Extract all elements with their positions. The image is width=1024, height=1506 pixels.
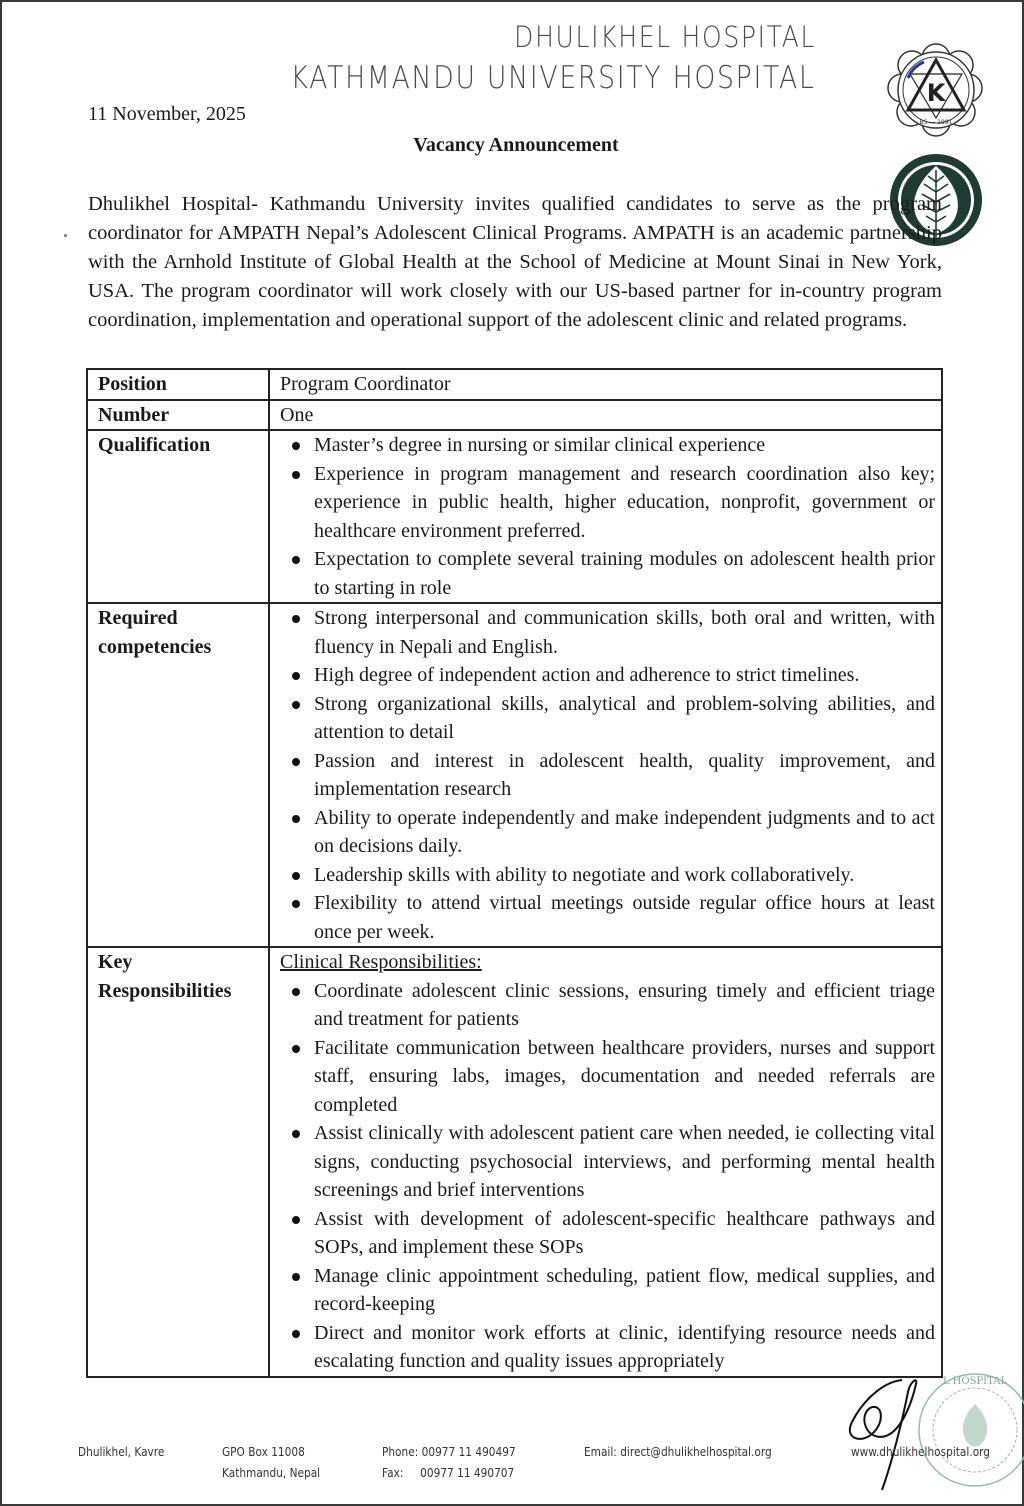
responsibilities-label [87,947,269,1377]
list-item: High degree of independent action and adherence to strict timelines. [314,661,935,690]
letterhead-university-hospital-name: KATHMANDU UNIVERSITY HOSPITAL [290,60,816,96]
announcement-date: 11 November, 2025 [88,103,246,125]
qualification-list [280,431,935,602]
page-title: Vacancy Announcement [413,134,619,156]
table-row-responsibilities [87,947,942,1377]
table-row-position [87,369,942,400]
list-item: Ability to operate independently and make independent judgments and to act on decisions daily. [314,804,935,861]
responsibilities-list [280,977,935,1376]
competencies-list-cell [269,603,942,947]
svg-text:BS — 1991: BS — 1991 [919,119,953,126]
signature-icon [842,1372,952,1492]
responsibilities-label-line1: Key [98,951,133,973]
list-item: Assist with development of adolescent-specific healthcare pathways and SOPs, and implement these SOPs [314,1205,935,1262]
footer-city: Kathmandu, Nepal [222,1466,321,1480]
intro-paragraph: Dhulikhel Hospital- Kathmandu University invites qualified candidates to serve as the program coordinator for AMPATH Nepal’s Adolescent Clinical Programs. AMPATH is an academic partnership with the Arnhold Institute of Global Health at the School of Medicine at Mount Sinai in New York, USA. The program coordinator will work closely with our US-based partner for in-country program coordination, implementation and operational support of the adolescent clinic and related programs. [88,193,942,331]
footer-website-link[interactable]: www.dhulikhelhospital.org [851,1445,991,1459]
list-item: Passion and interest in adolescent health, quality improvement, and implementation research [314,747,935,804]
svg-text:L HOSPITAL: L HOSPITAL [942,1376,1008,1387]
scan-artifact-dot [64,234,67,237]
list-item: Strong organizational skills, analytical and problem-solving abilities, and attention to detail [314,690,935,747]
position-label: Position [87,369,269,400]
table-row-qualification [87,430,942,603]
list-item: Manage clinic appointment scheduling, patient flow, medical supplies, and record-keeping [314,1262,935,1319]
footer-gpo-box: GPO Box 11008 [222,1445,305,1459]
list-item: Leadership skills with ability to negotiate and work collaboratively. [314,861,935,890]
list-item: Direct and monitor work efforts at clinic, identifying resource needs and escalating function and quality issues appropriately [314,1319,935,1376]
list-item: Facilitate communication between healthcare providers, nurses and support staff, ensuring labs, images, documentation and needed referrals are completed [314,1034,935,1120]
svg-text:K: K [926,79,946,107]
list-item: Strong interpersonal and communication skills, both oral and written, with fluency in Nepali and English. [314,604,935,661]
clinical-responsibilities-subheading: Clinical Responsibilities: [280,951,482,973]
list-item: Expectation to complete several training modules on adolescent health prior to starting in role [314,545,935,602]
list-item: Coordinate adolescent clinic sessions, ensuring timely and efficient triage and treatment for patients [314,977,935,1034]
list-item: Flexibility to attend virtual meetings outside regular office hours at least once per week. [314,889,935,946]
qualification-list-cell [269,430,942,603]
responsibilities-list-cell [269,947,942,1377]
table-row-number [87,400,942,431]
footer-address: Dhulikhel, Kavre [78,1445,165,1459]
footer-phone: Phone: 00977 11 490497 [382,1445,516,1459]
list-item: Master’s degree in nursing or similar clinical experience [314,431,935,460]
footer-gpo [222,1442,320,1484]
position-value: Program Coordinator [269,369,942,400]
footer-contact [382,1442,516,1484]
vacancy-details-table [86,368,943,1378]
responsibilities-label-line2: Responsibilities [98,979,232,1002]
footer-fax: Fax: 00977 11 490707 [382,1466,515,1480]
number-label: Number [87,400,269,431]
competencies-label-line1: Required [98,607,178,629]
list-item: Experience in program management and research coordination also key; experience in public health, higher education, nonprofit, government or healthcare environment preferred. [314,460,935,546]
competencies-list [280,604,935,946]
qualification-label: Qualification [87,430,269,603]
competencies-label [87,603,269,947]
kathmandu-university-seal-icon [884,38,988,142]
table-row-competencies [87,603,942,947]
list-item: Assist clinically with adolescent patient care when needed, ie collecting vital signs, conducting psychosocial interviews, and performing mental health screenings and brief interventions [314,1119,935,1205]
number-value: One [269,400,942,431]
footer-email-link[interactable]: Email: direct@dhulikhelhospital.org [584,1445,772,1459]
competencies-label-line2: competencies [98,635,212,658]
letterhead-hospital-name: DHULIKHEL HOSPITAL [514,20,816,54]
